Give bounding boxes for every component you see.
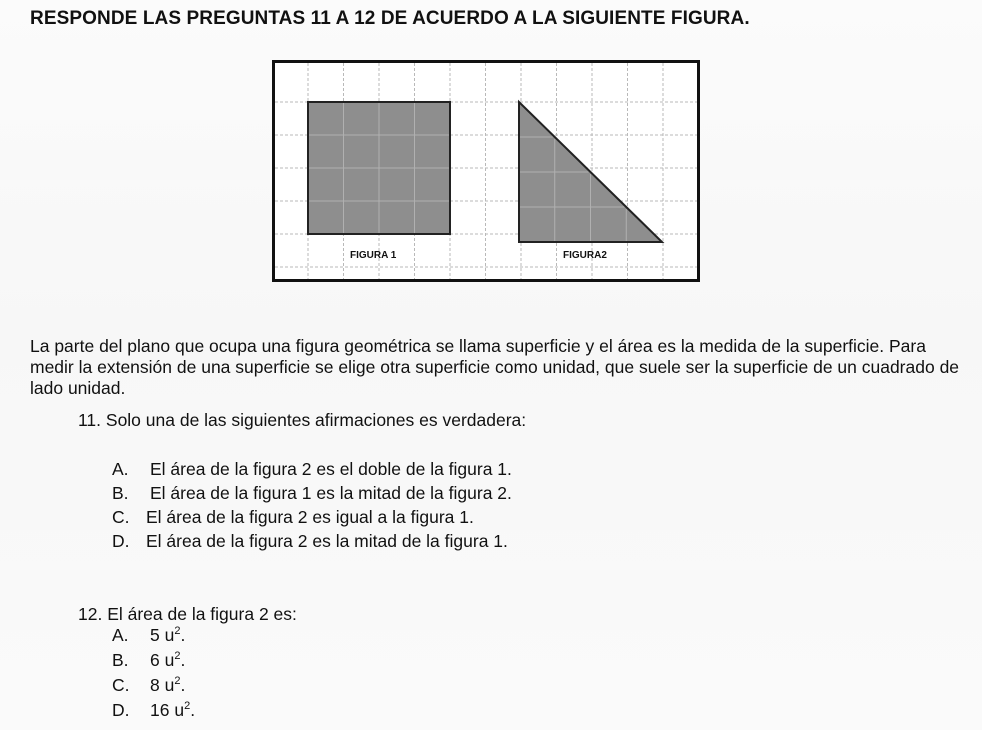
figure-1-label: FIGURA 1 bbox=[350, 250, 397, 261]
q11-option-a bbox=[112, 458, 512, 480]
option-letter: B. bbox=[112, 483, 129, 503]
grid-figure-svg bbox=[272, 60, 700, 282]
option-exponent: 2 bbox=[184, 700, 191, 712]
option-value: 5 u bbox=[150, 625, 175, 645]
option-text: El área de la figura 1 es la mitad de la figura 2. bbox=[150, 483, 512, 503]
q11-option-b bbox=[112, 482, 512, 504]
q12-option-c bbox=[112, 674, 185, 696]
option-text: El área de la figura 2 es igual a la figura 1. bbox=[146, 507, 474, 527]
option-letter: C. bbox=[112, 507, 130, 527]
q12-option-a bbox=[112, 624, 185, 646]
option-end: . bbox=[180, 625, 186, 645]
q11-option-c bbox=[112, 506, 474, 528]
option-end: . bbox=[190, 700, 196, 720]
option-value: 8 u bbox=[150, 675, 175, 695]
option-end: . bbox=[180, 675, 186, 695]
page-heading: RESPONDE LAS PREGUNTAS 11 A 12 DE ACUERDO A LA SIGUIENTE FIGURA. bbox=[30, 8, 750, 29]
question-11: 11. Solo una de las siguientes afirmaciones es verdadera: bbox=[78, 410, 527, 430]
option-exponent: 2 bbox=[174, 675, 181, 687]
q12-option-d bbox=[112, 699, 195, 721]
figure-2-label: FIGURA2 bbox=[563, 250, 607, 261]
option-text: El área de la figura 2 es el doble de la figura 1. bbox=[150, 459, 512, 479]
option-letter: D. bbox=[112, 700, 130, 720]
option-value: 6 u bbox=[150, 650, 175, 670]
option-letter: A. bbox=[112, 625, 129, 645]
option-letter: A. bbox=[112, 459, 129, 479]
intro-paragraph: La parte del plano que ocupa una figura geométrica se llama superficie y el área es la medida de la superficie. Para medir la extensión de una superficie se elige otra superficie como unidad, que suele ser la superficie de un cuadrado de lado unidad. bbox=[30, 336, 960, 398]
q11-option-d bbox=[112, 530, 508, 552]
option-text: El área de la figura 2 es la mitad de la figura 1. bbox=[146, 531, 508, 551]
option-exponent: 2 bbox=[174, 650, 181, 662]
option-letter: C. bbox=[112, 675, 130, 695]
figure-diagram bbox=[272, 60, 700, 282]
option-exponent: 2 bbox=[174, 625, 181, 637]
option-letter: B. bbox=[112, 650, 129, 670]
question-12: 12. El área de la figura 2 es: bbox=[78, 604, 297, 624]
q12-option-b bbox=[112, 649, 185, 671]
option-value: 16 u bbox=[150, 700, 185, 720]
option-end: . bbox=[180, 650, 186, 670]
option-letter: D. bbox=[112, 531, 130, 551]
